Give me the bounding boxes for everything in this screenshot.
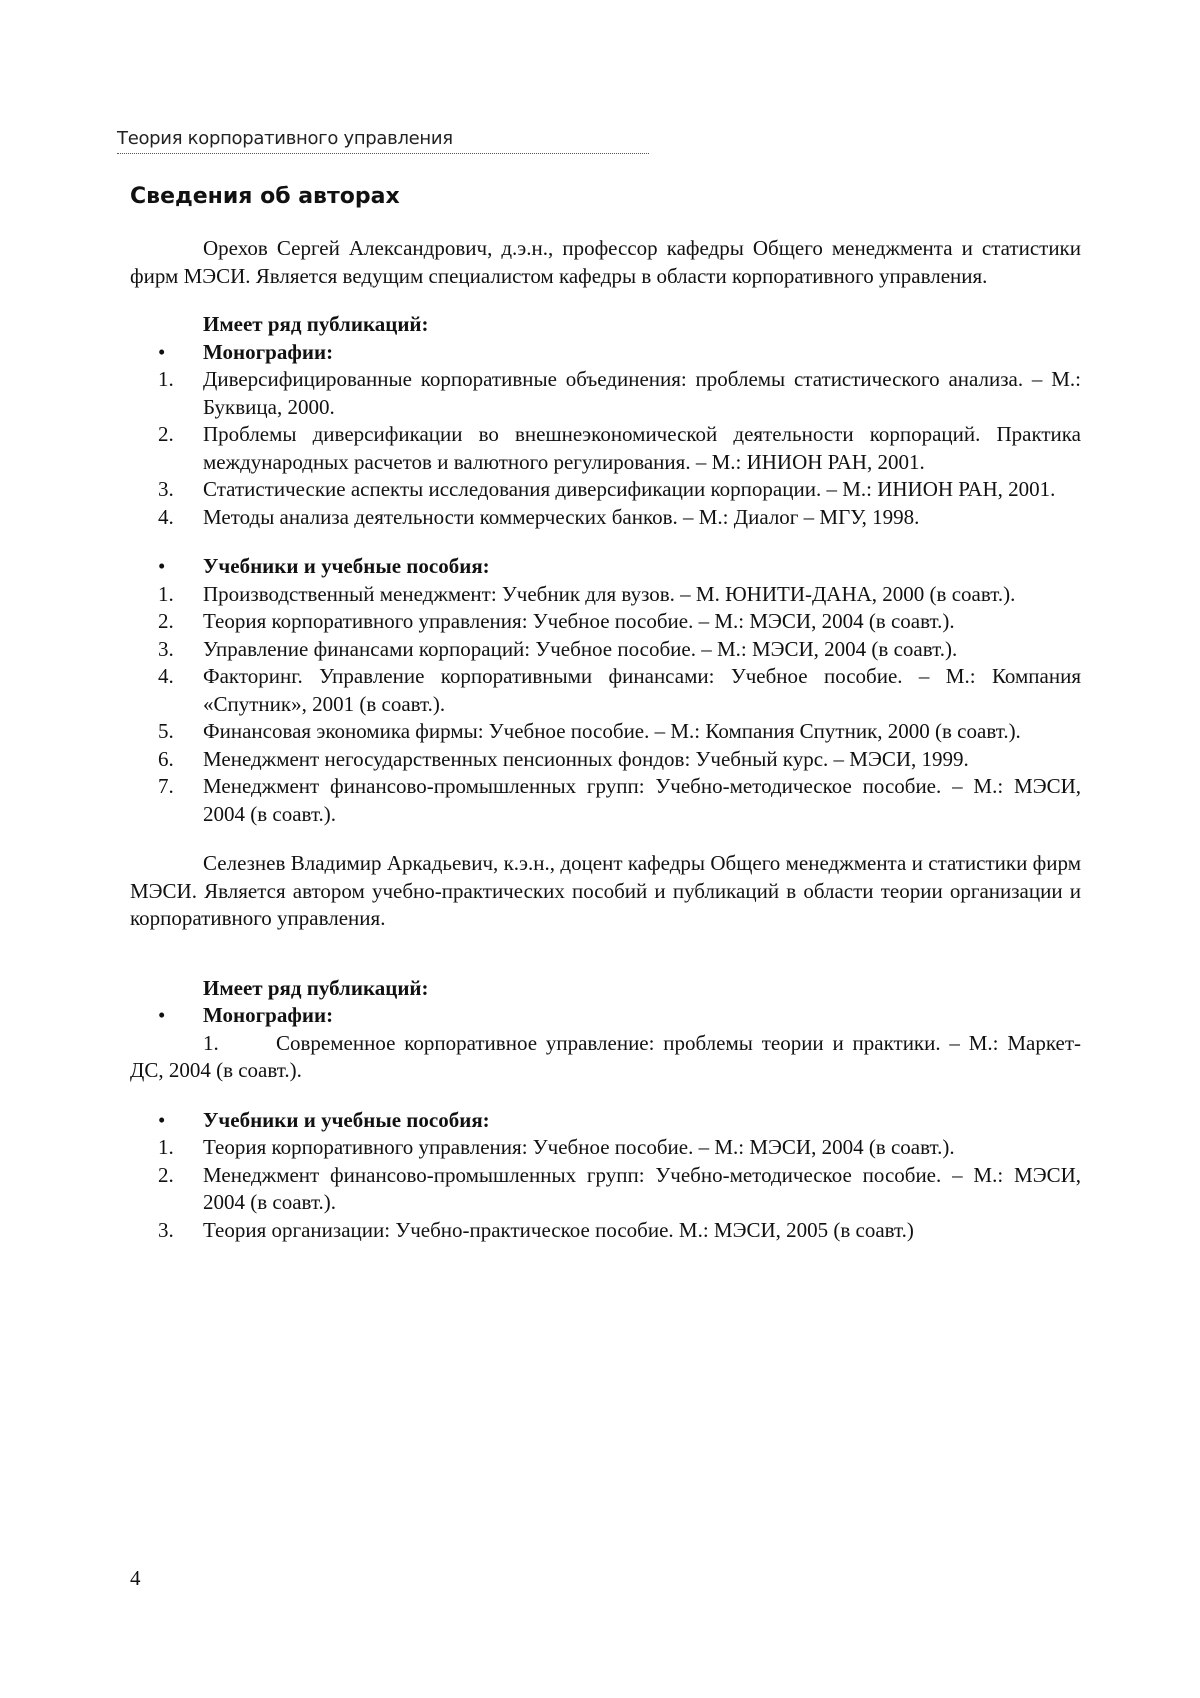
textbooks-heading — [130, 553, 1081, 581]
list-item-text: Управление финансами корпораций: Учебное пособие. – М.: МЭСИ, 2004 (в соавт.). — [203, 636, 958, 661]
publications-lead: Имеет ряд публикаций: — [203, 975, 429, 1000]
list-item — [130, 1030, 1081, 1085]
list-item-number: 5. — [158, 719, 174, 743]
list-item-text: Теория корпоративного управления: Учебное пособие. – М.: МЭСИ, 2004 (в соавт.). — [203, 1135, 955, 1159]
list-item-text: Менеджмент финансово-промышленных групп: Учебно-методическое пособие. – М.: МЭСИ, 2004 (в соавт.). — [203, 1162, 1081, 1214]
list-item-text: Менеджмент негосударственных пенсионных фондов: Учебный курс. – МЭСИ, 1999. — [203, 746, 969, 771]
list-item — [130, 1162, 1081, 1217]
textbooks-heading-label: Учебники и учебные пособия: — [203, 554, 490, 578]
list-item-number: 2. — [158, 609, 174, 633]
list-item-number: 4. — [158, 504, 174, 529]
list-item-number: 1. — [158, 581, 174, 606]
running-header: Теория корпоративного управления — [117, 128, 649, 154]
list-item-number: 3. — [158, 1217, 174, 1242]
author-bio: Селезнев Владимир Аркадьевич, к.э.н., доцент кафедры Общего менеджмента и статистики фирм МЭСИ. Является автором учебно-практических пособий и публикаций в области теории организации и корпоративного управления. — [130, 851, 1081, 930]
textbooks-heading — [130, 1107, 1081, 1135]
list-item-text: Статистические аспекты исследования диверсификации корпорации. – М.: ИНИОН РАН, 2001. — [203, 477, 1056, 501]
list-item-number: 3. — [158, 636, 174, 661]
list-item-text: Менеджмент финансово-промышленных групп: Учебно-методическое пособие. – М.: МЭСИ, 2004 (в соавт.). — [203, 774, 1081, 826]
textbooks-list — [130, 1134, 1081, 1244]
spacer — [130, 1085, 1081, 1107]
spacer — [130, 933, 1081, 954]
list-item — [130, 1217, 1081, 1245]
list-item-text: Методы анализа деятельности коммерческих банков. – М.: Диалог – МГУ, 1998. — [203, 504, 920, 529]
list-item-text: Проблемы диверсификации во внешнеэкономической деятельности корпораций. Практика международных расчетов и валютного регулирования. – М.: ИНИОН РАН, 2001. — [203, 422, 1081, 474]
list-item — [130, 1134, 1081, 1162]
list-item — [130, 476, 1081, 504]
monographs-list — [130, 366, 1081, 531]
list-item — [130, 504, 1081, 532]
textbooks-list — [130, 581, 1081, 829]
page-content — [130, 183, 1081, 1244]
list-item-text: Теория организации: Учебно-практическое пособие. М.: МЭСИ, 2005 (в соавт.) — [203, 1217, 914, 1242]
list-item-number: 1. — [158, 367, 174, 391]
list-item — [130, 773, 1081, 828]
list-item-text: Факторинг. Управление корпоративными финансами: Учебное пособие. – М.: Компания «Спутник», 2001 (в соавт.). — [203, 664, 1081, 716]
list-item — [130, 718, 1081, 746]
author-section-1 — [130, 235, 1081, 828]
publications-lead: Имеет ряд публикаций: — [203, 312, 429, 336]
list-item-number: 4. — [158, 664, 174, 688]
author-bio: Орехов Сергей Александрович, д.э.н., профессор кафедры Общего менеджмента и статистики фирм МЭСИ. Является ведущим специалистом кафедры в области корпоративного управления. — [130, 236, 1081, 288]
list-item — [130, 581, 1081, 609]
list-item-number: 6. — [158, 746, 174, 771]
list-item — [130, 663, 1081, 718]
spacer — [130, 828, 1081, 850]
list-item — [130, 421, 1081, 476]
list-item — [130, 636, 1081, 664]
textbooks-heading-label: Учебники и учебные пособия: — [203, 1107, 490, 1132]
bullet-icon: • — [158, 1003, 166, 1027]
list-item — [130, 366, 1081, 421]
spacer — [130, 531, 1081, 553]
list-item-number: 1. — [203, 1030, 219, 1055]
bullet-icon: • — [158, 339, 166, 364]
list-item-number: 1. — [158, 1135, 174, 1159]
bullet-icon: • — [158, 1107, 166, 1132]
monographs-heading — [130, 339, 1081, 367]
list-item — [130, 746, 1081, 774]
monographs-heading — [130, 1002, 1081, 1030]
list-item-text: Теория корпоративного управления: Учебное пособие. – М.: МЭСИ, 2004 (в соавт.). — [203, 609, 955, 633]
list-item-text: Производственный менеджмент: Учебник для вузов. – М. ЮНИТИ-ДАНА, 2000 (в соавт.). — [203, 581, 1016, 606]
list-item-text: Диверсифицированные корпоративные объединения: проблемы статистического анализа. – М.: Буквица, 2000. — [203, 367, 1081, 419]
monographs-heading-label: Монографии: — [203, 339, 334, 364]
monographs-heading-label: Монографии: — [203, 1003, 334, 1027]
list-item-number: 7. — [158, 774, 174, 798]
list-item-text: Финансовая экономика фирмы: Учебное пособие. – М.: Компания Спутник, 2000 (в соавт.). — [203, 719, 1021, 743]
section-title: Сведения об авторах — [130, 184, 400, 209]
list-item-number: 2. — [158, 1162, 174, 1187]
list-item-number: 2. — [158, 422, 174, 446]
page-number: 4 — [130, 1566, 141, 1590]
author-section-2 — [130, 850, 1081, 1244]
list-item — [130, 608, 1081, 636]
bullet-icon: • — [158, 554, 166, 578]
list-item-number: 3. — [158, 477, 174, 501]
list-item-text: Современное корпоративное управление: проблемы теории и практики. – М.: Маркет-ДС, 2004 (в соавт.). — [130, 1030, 1081, 1082]
